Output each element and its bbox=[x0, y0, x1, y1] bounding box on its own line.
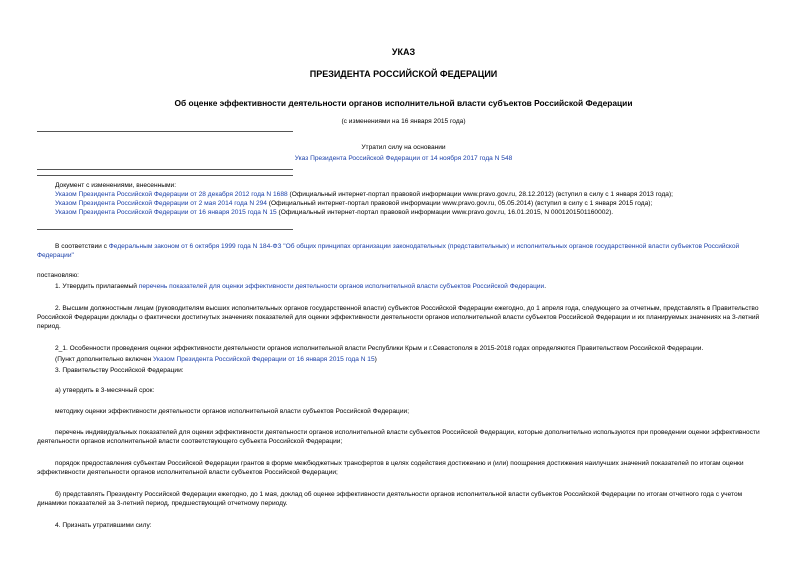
changes-block bbox=[55, 182, 772, 218]
divider bbox=[37, 175, 293, 176]
change-item: Указом Президента Российской Федерации от 28 декабря 2012 года N 1688 (Официальный интернет-портал правовой информации www.pravo.gov.ru, 28.12.2012) (вступил в силу с 1 января 2013 года); bbox=[55, 190, 673, 198]
indicators-list-link[interactable]: перечень показателей для оценки эффективности деятельности органов исполнительной власти субъектов Российской Федерации bbox=[138, 283, 545, 290]
lost-force-link[interactable]: Указ Президента Российской Федерации от 14 ноября 2017 года N 548 bbox=[294, 155, 513, 162]
divider bbox=[37, 229, 293, 230]
paragraph-3a: а) утвердить в 3-месячный срок: bbox=[55, 387, 155, 394]
federal-law-link[interactable]: Федеральным законом от 6 октября 1999 года N 184-ФЗ "Об общих принципах организации законодательных (представительных) и исполнительных органов государственной власти субъектов Российской Федерации" bbox=[37, 243, 740, 259]
paragraph-4: 4. Признать утратившими силу: bbox=[55, 522, 152, 529]
change-link[interactable]: Указом Президента Российской Федерации от 2 мая 2014 года N 294 bbox=[55, 199, 267, 207]
paragraph-1: 1. Утвердить прилагаемый перечень показателей для оценки эффективности деятельности органов исполнительной власти субъектов Российской Федерации. bbox=[55, 283, 547, 290]
preamble: В соответствии с Федеральным законом от 6 октября 1999 года N 184-ФЗ "Об общих принципах организации законодательных (представительных) и исполнительных органов государственной власти субъектов Российской Федерации" bbox=[37, 243, 740, 259]
doc-edition: (с изменениями на 16 января 2015 года) bbox=[341, 118, 466, 125]
change-item: Указом Президента Российской Федерации от 16 января 2015 года N 15 (Официальный интернет-портал правовой информации www.pravo.gov.ru, 16.01.2015, N 0001201501160002). bbox=[55, 208, 614, 216]
paragraph-3a-1: методику оценки эффективности деятельности органов исполнительной власти субъектов Российской Федерации; bbox=[55, 408, 410, 415]
paragraph-3a-2: перечень индивидуальных показателей для оценки эффективности деятельности органов исполнительной власти субъектов Российской Федерации, которые дополнительно используются при проведении оценки эффективности деятельности органов исполнительной власти соответствующего субъекта Российской Федерации; bbox=[37, 429, 760, 445]
doc-issuer: ПРЕЗИДЕНТА РОССИЙСКОЙ ФЕДЕРАЦИИ bbox=[309, 69, 498, 79]
divider bbox=[37, 169, 293, 170]
doc-subject: Об оценке эффективности деятельности органов исполнительной власти субъектов Российской Федерации bbox=[174, 98, 633, 108]
lost-force-label: Утратил силу на основании bbox=[361, 144, 446, 151]
paragraph-3: 3. Правительству Российской Федерации: bbox=[55, 367, 184, 374]
paragraph-3a-3: порядок предоставления субъектам Российской Федерации грантов в форме межбюджетных трансфертов в целях содействия достижению и (или) поощрения достижения наилучших значений показателей по итогам оценки эффективности деятельности органов исполнительной власти субъектов Российской Федерации; bbox=[37, 460, 744, 476]
change-link[interactable]: Указом Президента Российской Федерации от 16 января 2015 года N 15 bbox=[55, 208, 277, 216]
doc-title: УКАЗ bbox=[391, 47, 416, 57]
paragraph-2: 2. Высшим должностным лицам (руководителям высших исполнительных органов государственной власти) субъектов Российской Федерации ежегодно, до 1 апреля года, следующего за отчетным, представлять в Правительство Российской Федерации доклады о фактически достигнутых значениях показателей для оценки эффективности деятельности органов исполнительной власти субъектов Российской Федерации и их планируемых значениях на 3-летний период. bbox=[37, 305, 760, 330]
paragraph-2-1: 2_1. Особенности проведения оценки эффективности деятельности органов исполнительной власти Республики Крым и г.Севастополя в 2015-2018 годах определяются Правительством Российской Федерации. bbox=[55, 345, 704, 352]
amendment-link[interactable]: Указом Президента Российской Федерации от 16 января 2015 года N 15 bbox=[152, 356, 375, 363]
change-link[interactable]: Указом Президента Российской Федерации от 28 декабря 2012 года N 1688 bbox=[55, 190, 288, 198]
decree-word: постановляю: bbox=[37, 272, 80, 279]
change-item: Указом Президента Российской Федерации от 2 мая 2014 года N 294 (Официальный интернет-портал правовой информации www.pravo.gov.ru, 05.05.2014) (вступил в силу с 1 января 2015 года); bbox=[55, 199, 653, 207]
paragraph-2-1-note: (Пункт дополнительно включен Указом Президента Российской Федерации от 16 января 2015 года N 15) bbox=[55, 356, 377, 363]
paragraph-3b: б) представлять Президенту Российской Федерации ежегодно, до 1 мая, доклад об оценке эффективности деятельности органов исполнительной власти субъектов Российской Федерации по итогам отчетного года с учетом динамики показателей за 3-летний период, предшествующий отчетному периоду. bbox=[37, 491, 743, 507]
changes-header: Документ с изменениями, внесенными: bbox=[55, 182, 177, 189]
divider bbox=[37, 131, 293, 132]
